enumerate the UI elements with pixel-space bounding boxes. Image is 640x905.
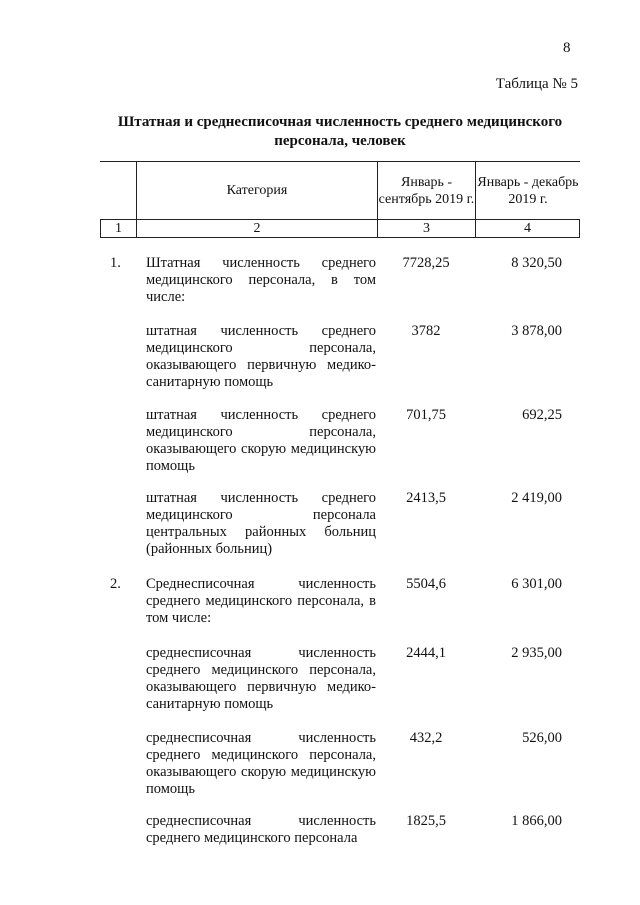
- row-value-jan-sep: 2413,5: [406, 490, 446, 506]
- row-number: [100, 645, 136, 713]
- row-number: [100, 407, 136, 475]
- row-category: среднесписочная численность среднего медицинского персонала, оказывающего первичную медико-санитарную помощь: [146, 645, 376, 712]
- row-value-jan-dec: 3 878,00: [511, 323, 562, 339]
- table-row: [100, 813, 580, 847]
- row-category: Среднесписочная численность среднего медицинского персонала, в том числе:: [146, 576, 376, 626]
- row-number: [100, 323, 136, 391]
- header-row: [100, 161, 580, 220]
- row-category: штатная численность среднего медицинского персонала, оказывающего первичную медико-санитарную помощь: [146, 323, 376, 390]
- table-row: [100, 490, 580, 558]
- table-row: [100, 576, 580, 627]
- row-category: штатная численность среднего медицинского персонала, оказывающего скорую медицинскую помощь: [146, 407, 376, 474]
- row-value-jan-dec: 2 935,00: [511, 645, 562, 661]
- row-value-jan-dec: 692,25: [522, 407, 562, 423]
- row-value-jan-dec: 526,00: [522, 730, 562, 746]
- table-row: [100, 255, 580, 306]
- row-number: 2.: [110, 576, 121, 592]
- row-value-jan-dec: 1 866,00: [511, 813, 562, 829]
- column-number: 2: [136, 220, 377, 237]
- table-row: [100, 730, 580, 798]
- row-number: [100, 730, 136, 798]
- column-number-row: [100, 220, 580, 238]
- column-number: 1: [100, 220, 136, 237]
- row-value-jan-dec: 2 419,00: [511, 490, 562, 506]
- row-value-jan-sep: 7728,25: [402, 255, 450, 271]
- column-number: 3: [377, 220, 475, 237]
- header-col-jan-sep: Январь - сентябрь 2019 г.: [377, 162, 475, 219]
- table-row: [100, 407, 580, 475]
- row-value-jan-sep: 701,75: [406, 407, 446, 423]
- row-value-jan-sep: 5504,6: [406, 576, 446, 592]
- row-value-jan-sep: 3782: [411, 323, 441, 339]
- row-value-jan-sep: 1825,5: [406, 813, 446, 829]
- table-title: Штатная и среднесписочная численность среднего медицинского персонала, человек: [117, 114, 563, 149]
- column-number: 4: [475, 220, 580, 237]
- header-col-1: [100, 162, 136, 219]
- row-value-jan-dec: 8 320,50: [511, 255, 562, 271]
- page-number: 8: [563, 40, 571, 56]
- table-header: [100, 161, 580, 238]
- row-value-jan-sep: 432,2: [409, 730, 443, 746]
- row-number: 1.: [110, 255, 121, 271]
- row-value-jan-sep: 2444,1: [406, 645, 446, 661]
- table-row: [100, 645, 580, 713]
- row-category: среднесписочная численность среднего медицинского персонала: [146, 813, 376, 846]
- row-value-jan-dec: 6 301,00: [511, 576, 562, 592]
- row-number: [100, 490, 136, 558]
- row-category: Штатная численность среднего медицинского персонала, в том числе:: [146, 255, 376, 305]
- row-number: [100, 813, 136, 847]
- row-category: штатная численность среднего медицинского персонала центральных районных больниц (районных больниц): [146, 490, 376, 557]
- row-category: среднесписочная численность среднего медицинского персонала, оказывающего скорую медицинскую помощь: [146, 730, 376, 797]
- header-col-category: Категория: [136, 162, 377, 219]
- table-caption: Таблица № 5: [495, 76, 578, 92]
- table-row: [100, 323, 580, 391]
- header-col-jan-dec: Январь - декабрь 2019 г.: [475, 162, 580, 219]
